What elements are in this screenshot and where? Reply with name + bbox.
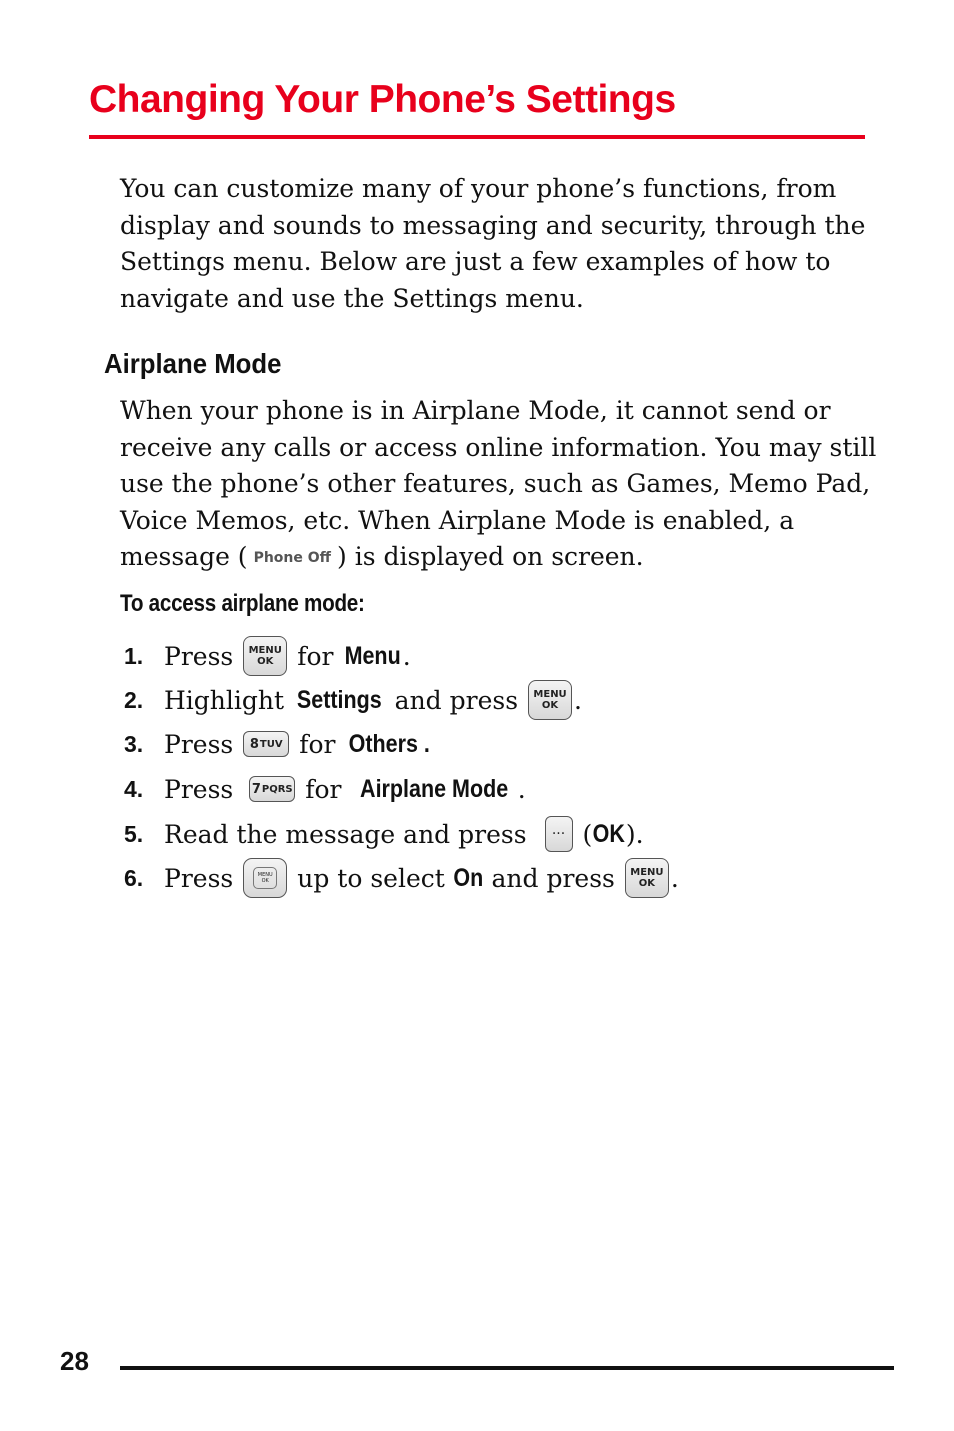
step-keyword: Settings	[296, 685, 382, 714]
section-paragraph	[120, 393, 880, 577]
step-number: 5.	[124, 820, 144, 847]
section-text-before: When your phone is in Airplane Mode, it cannot send or receive any calls or access online information. You may still use the phone’s other features, such as Games, Memo Pad, Voice Memos, etc. When Airplane Mode is enabled, a message (	[120, 396, 877, 571]
intro-paragraph: You can customize many of your phone’s functions, from display and sounds to messaging and security, through the Settings menu. Below are just a few examples of how to navigate and use the Settings menu.	[120, 174, 866, 313]
page-number: 28	[60, 1346, 89, 1376]
step-number: 2.	[124, 686, 144, 713]
procedure-heading: To access airplane mode:	[120, 590, 365, 617]
footer-rule	[120, 1366, 894, 1370]
section-text-after: ) is displayed on screen.	[337, 542, 644, 571]
step-text: for	[297, 641, 334, 671]
step-text: .	[517, 774, 526, 804]
step-text: .	[574, 685, 582, 715]
menu-ok-key-icon: MENU OK	[528, 680, 572, 720]
menu-ok-key-icon: MENU OK	[625, 858, 669, 898]
step-text: Press	[164, 729, 234, 759]
menu-ok-key-icon: MENU OK	[243, 636, 287, 676]
step-keyword: Menu	[344, 641, 401, 670]
step-keyword: Airplane Mode	[359, 774, 508, 803]
eight-key-icon: 8 TUV	[243, 731, 289, 757]
step-number: 1.	[124, 642, 144, 669]
title-underline	[89, 135, 865, 139]
step-text: .	[670, 863, 679, 893]
step-text: Highlight	[164, 685, 285, 715]
phone-off-indicator: Phone Off	[253, 550, 332, 567]
step-text: and press	[491, 863, 615, 893]
step-text: ).	[625, 819, 644, 849]
step-text: for	[305, 774, 342, 804]
step-number: 4.	[124, 775, 144, 802]
section-heading: Airplane Mode	[104, 348, 282, 379]
step-text: Press	[164, 863, 234, 893]
step-text: Read the message and press	[164, 819, 527, 849]
softkey-icon: ···	[545, 816, 573, 852]
step-keyword: OK	[592, 819, 626, 848]
page-title: Changing Your Phone’s Settings	[89, 78, 676, 121]
step-text: and press	[394, 685, 519, 715]
step-number: 6.	[124, 864, 144, 891]
step-number: 3.	[124, 730, 144, 757]
step-text: .	[402, 641, 411, 671]
step-text: up to select	[297, 863, 445, 893]
step-keyword: On	[453, 863, 484, 892]
step-keyword: Others .	[348, 729, 430, 758]
step-text: Press	[164, 641, 234, 671]
navigation-key-icon: MENU OK	[243, 858, 287, 898]
step-text: Press	[164, 774, 234, 804]
step-text: (	[582, 819, 593, 849]
seven-key-icon: 7 PQRS	[249, 776, 295, 802]
step-text: for	[299, 729, 336, 759]
